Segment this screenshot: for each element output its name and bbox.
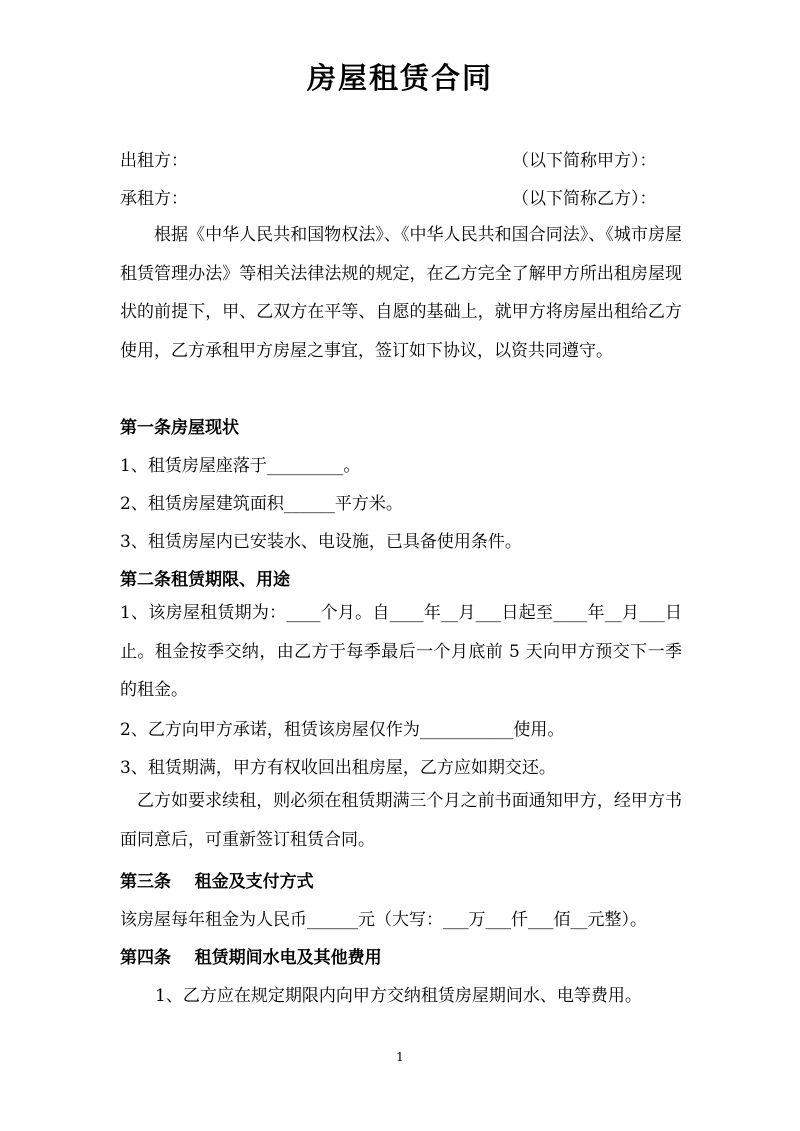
article-3-text: 该房屋每年租金为人民币______元（大写：___万___仟___佰__元整）。	[120, 910, 647, 930]
lessee-label: 承租方：	[120, 189, 188, 209]
lessor-note: （以下简称甲方）：	[512, 151, 657, 171]
lessee-row	[120, 184, 680, 210]
lessee-note: （以下简称乙方）：	[512, 189, 657, 209]
lessor-label: 出租方：	[120, 151, 188, 171]
renewal-paragraph: 乙方如要求续租，则必须在租赁期满三个月之前书面通知甲方，经甲方书面同意后，可重新签订租赁合同。	[120, 791, 682, 850]
article-1-item-2: 2、租赁房屋建筑面积______平方米。	[120, 494, 403, 514]
document-title: 房屋租赁合同	[306, 61, 493, 95]
article-2-item-3: 3、租赁期满，甲方有权收回出租房屋，乙方应如期交还。	[120, 758, 556, 778]
article-1-item-3: 3、租赁房屋内已安装水、电设施，已具备使用条件。	[120, 532, 522, 552]
article-4-heading: 第四条 租赁期间水电及其他费用	[120, 948, 382, 968]
intro-paragraph: 根据《中华人民共和国物权法》、《中华人民共和国合同法》、《城市房屋租赁管理办法》等相关法律法规的规定，在乙方完全了解甲方所出租房屋现状的前提下，甲、乙双方在平等、自愿的基础上，就甲方将房屋出租给乙方使用，乙方承租甲方房屋之事宜，签订如下协议，以资共同遵守。	[120, 225, 682, 361]
article-2-item-2: 2、乙方向甲方承诺，租赁该房屋仅作为___________使用。	[120, 720, 565, 740]
article-1-item-1: 1、租赁房屋座落于_________。	[120, 456, 361, 476]
page-number: 1	[396, 1050, 404, 1064]
article-2-item-1: 1、该房屋租赁期为：____个月。自____年__月___日起至____年__月___日止。租金按季交纳，由乙方于每季最后一个月底前 5 天向甲方预交下一季的租金。	[120, 603, 682, 700]
article-3-heading: 第三条 租金及支付方式	[120, 872, 314, 892]
article-2-heading: 第二条租赁期限、用途	[120, 570, 290, 590]
lessor-row	[120, 146, 680, 172]
article-1-heading: 第一条房屋现状	[120, 418, 239, 438]
article-4-item-1: 1、乙方应在规定期限内向甲方交纳租赁房屋期间水、电等费用。	[155, 986, 642, 1006]
